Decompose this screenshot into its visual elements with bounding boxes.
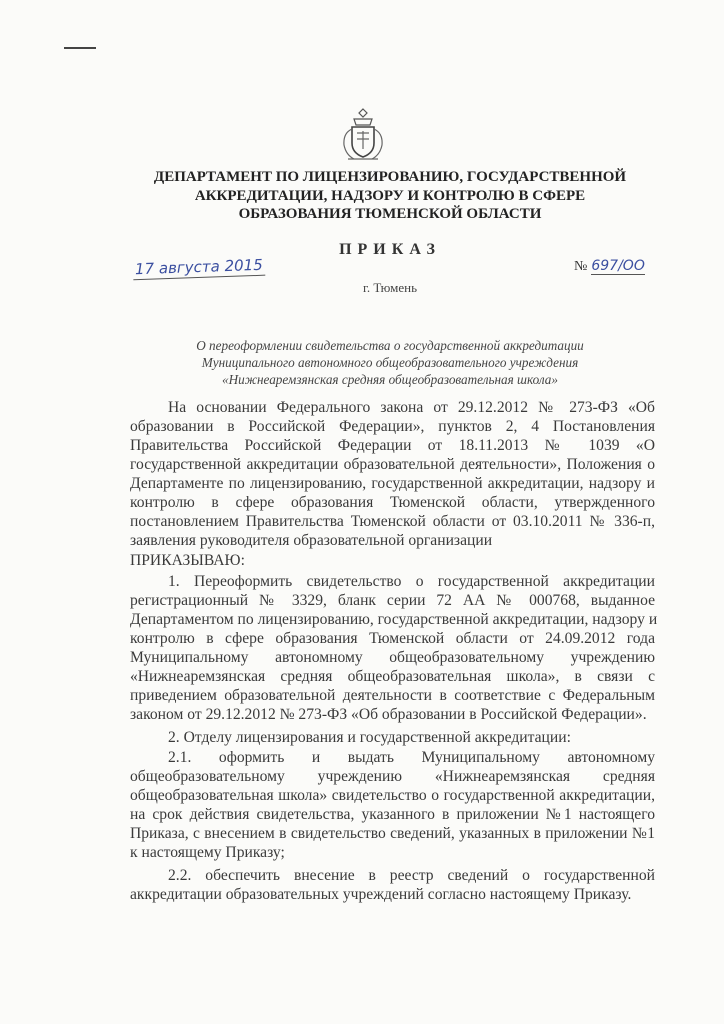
item-2-1-paragraph: [130, 748, 655, 862]
text-line: на срок действия свидетельства, указанного в приложении №1 настоящего: [130, 806, 655, 823]
handwritten-date: 17 августа 2015: [133, 256, 265, 281]
text-line: Приказа, с внесением в свидетельство сведений, указанных в приложении №1: [130, 825, 655, 842]
order-subject: [160, 337, 620, 388]
order-keyword: [130, 551, 655, 570]
text-line: государственной аккредитации образовательной деятельности», Положения о: [130, 456, 655, 473]
text-line: 1. Переоформить свидетельство о государственной аккредитации: [168, 573, 655, 590]
header-line: ОБРАЗОВАНИЯ ТЮМЕНСКОЙ ОБЛАСТИ: [238, 206, 542, 222]
department-header: [120, 168, 660, 224]
document-type-title: ПРИКАЗ: [339, 241, 441, 258]
scan-mark: [64, 47, 96, 49]
header-line: АККРЕДИТАЦИИ, НАДЗОРУ И КОНТРОЛЮ В СФЕРЕ: [194, 187, 586, 204]
text-line: аккредитации образовательных учреждений согласно настоящему Приказу.: [130, 886, 632, 903]
text-line: 2.1. оформить и выдать Муниципальному автономному: [168, 749, 655, 766]
text-line: контролю в сфере образования Тюменской области от 24.09.2012 года: [130, 630, 655, 647]
text-line: Департаментом по лицензированию, государственной аккредитации, надзору и: [130, 611, 658, 628]
subject-line: О переоформлении свидетельства о государственной аккредитации: [196, 338, 584, 353]
city: г. Тюмень: [362, 280, 418, 295]
text-line: ПРИКАЗЫВАЮ:: [130, 552, 245, 569]
text-line: постановлением Правительства Тюменской области от 03.10.2011 № 336-п,: [130, 513, 655, 530]
preamble-paragraph: [130, 398, 655, 550]
text-line: заявления руководителя образовательной организации: [130, 532, 493, 549]
text-line: «Нижнеаремзянская средняя общеобразовательная школа», в связи с: [130, 668, 655, 685]
item-2-2-paragraph: [130, 866, 655, 904]
item-1-paragraph: [130, 572, 658, 724]
item-2-heading: [130, 728, 655, 747]
header-line: ДЕПАРТАМЕНТ ПО ЛИЦЕНЗИРОВАНИЮ, ГОСУДАРСТВЕННОЙ: [153, 169, 627, 185]
subject-line: Муниципального автономного общеобразовательного учреждения: [201, 355, 579, 370]
text-line: Департаменте по лицензированию, государственной аккредитации, надзору и: [130, 475, 655, 492]
text-line: Муниципальному автономному общеобразовательному учреждению: [130, 649, 655, 666]
handwritten-number: 697/ОО: [591, 258, 645, 274]
text-line: законом от 29.12.2012 № 273-ФЗ «Об образовании в Российской Федерации».: [130, 706, 647, 723]
text-line: образовании в Российской Федерации», пунктов 2, 4 Постановления: [130, 418, 655, 435]
text-line: к настоящему Приказу;: [130, 844, 285, 861]
coat-of-arms-emblem: [340, 105, 386, 163]
text-line: 2. Отделу лицензирования и государственной аккредитации:: [168, 729, 571, 746]
text-line: На основании Федерального закона от 29.12.2012 № 273-ФЗ «Об: [168, 399, 655, 416]
text-line: приведением образовательной деятельности в соответствие с Федеральным: [130, 687, 655, 704]
text-line: контролю в сфере образования Тюменской области, утвержденного: [130, 494, 655, 511]
text-line: общеобразовательная школа» свидетельство о государственной аккредитации,: [130, 787, 655, 804]
text-line: общеобразовательному учреждению «Нижнеаремзянская средняя: [130, 768, 655, 785]
subject-line: «Нижнеаремзянская средняя общеобразовательная школа»: [222, 372, 558, 387]
order-number: [574, 258, 645, 275]
text-line: регистрационный № 3329, бланк серии 72 АА № 000768, выданное: [130, 592, 655, 609]
text-line: Правительства Российской Федерации от 18.11.2013 № 1039 «О: [130, 437, 655, 454]
text-line: 2.2. обеспечить внесение в реестр сведений о государственной: [168, 867, 655, 884]
number-label: №: [574, 259, 588, 274]
